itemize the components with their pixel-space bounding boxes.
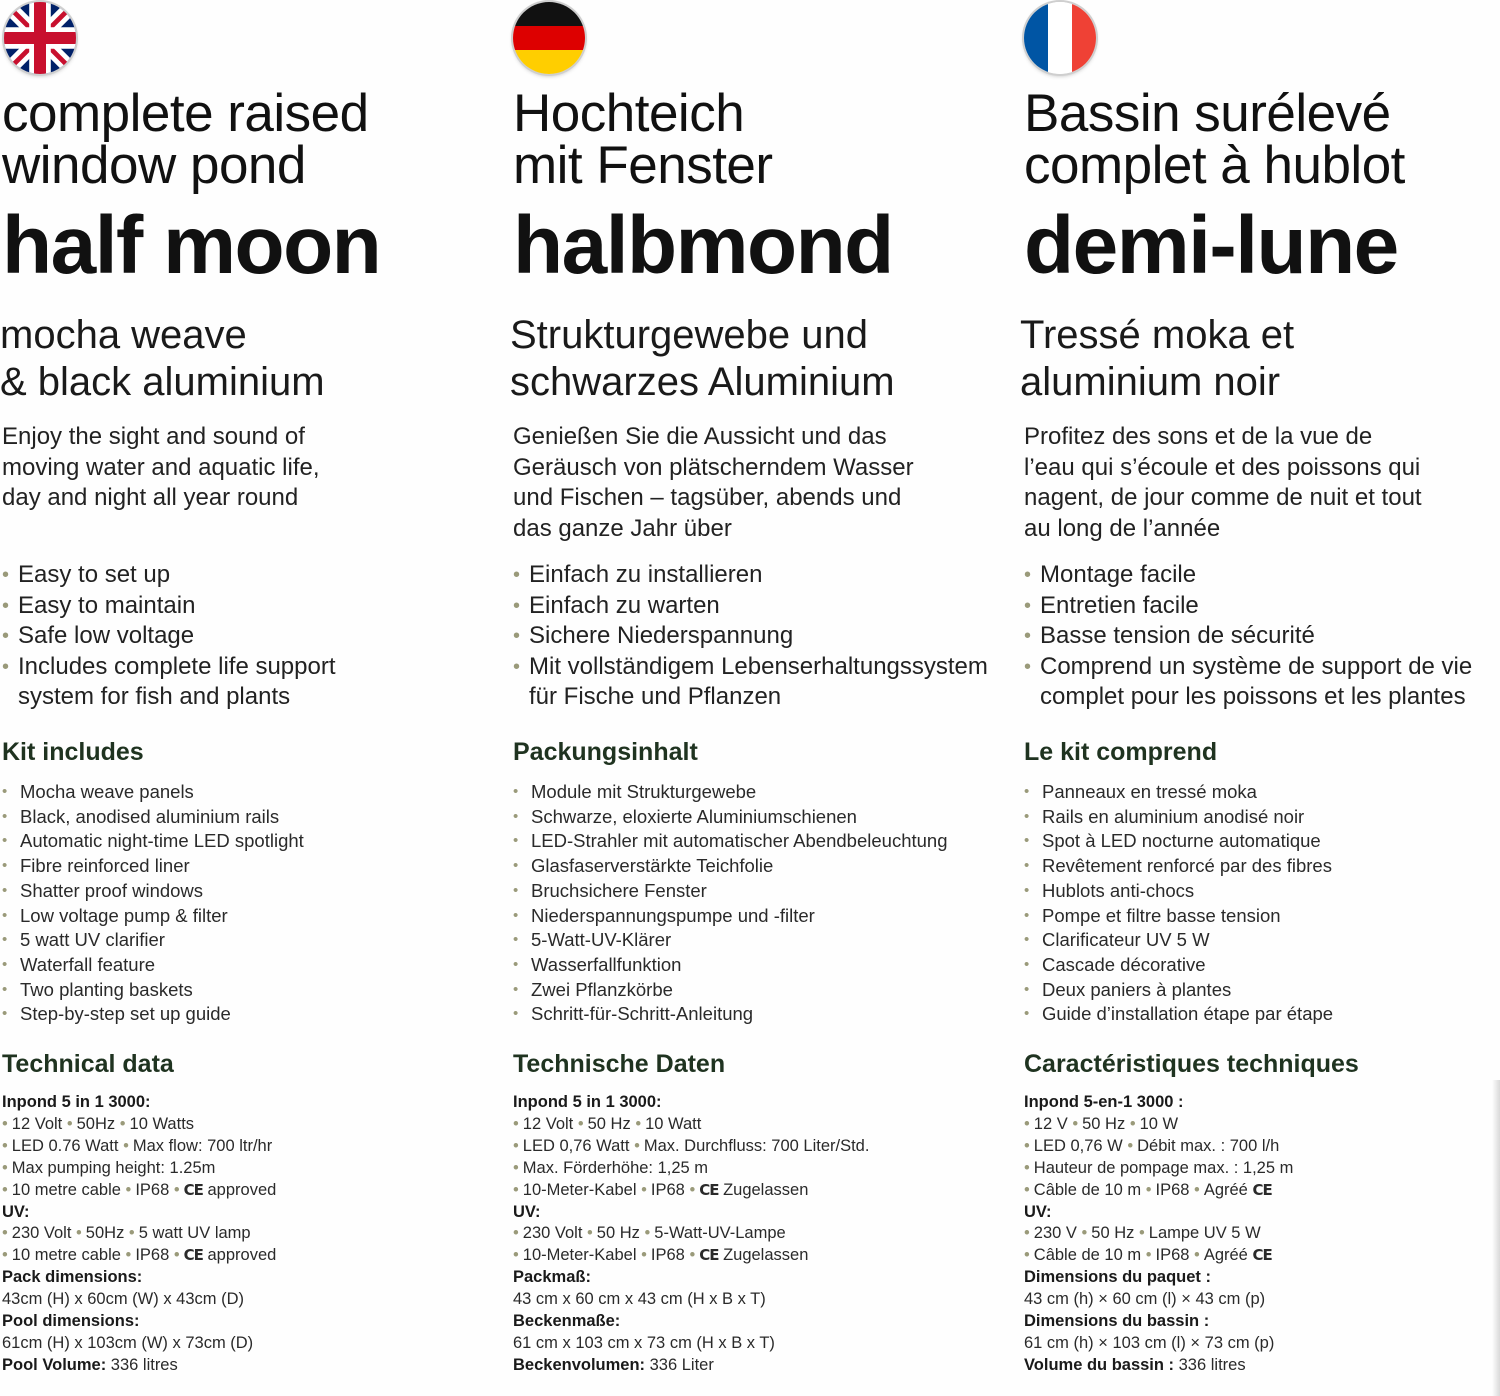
tech-spec-value: 50 Hz: [1091, 1224, 1135, 1243]
pool-volume: [1024, 1355, 1293, 1377]
tech-heading: Technische Daten: [513, 1050, 726, 1078]
tech-data: [513, 1092, 869, 1377]
bullet-icon: •: [1145, 1180, 1152, 1199]
product-subtitle-line: Strukturgewebe und: [510, 313, 869, 357]
intro-line: Genießen Sie die Aussicht und das: [513, 423, 887, 450]
ce-mark-icon: CE: [1252, 1180, 1272, 1199]
tech-spec-value: LED 0.76 Watt: [11, 1136, 119, 1155]
tech-spec-value: Câble de 10 m: [1033, 1180, 1142, 1199]
feature-item: • Einfach zu installieren: [513, 560, 988, 591]
bullet-icon: •: [125, 1246, 132, 1265]
intro-line: au long de l’année: [1024, 514, 1221, 542]
bullet-icon: •: [123, 1136, 129, 1155]
tech-spec-value: 50Hz: [85, 1224, 125, 1243]
product-subtitle-line: aluminium noir: [1020, 360, 1281, 404]
bullet-icon: •: [119, 1114, 126, 1133]
tech-spec-value: Agréé: [1203, 1180, 1248, 1199]
kit-item: • Automatic night-time LED spotlight: [2, 829, 304, 854]
feature-item: • Sichere Niederspannung: [513, 621, 988, 652]
kit-item: • Zwei Pflanzkörbe: [513, 978, 948, 1003]
intro-line: l’eau qui s’écoule et des poissons qui: [1024, 453, 1421, 481]
tech-spec-value: 10-Meter-Kabel: [522, 1180, 637, 1199]
kit-item: • 5 watt UV clarifier: [2, 928, 304, 953]
product-title: [1024, 84, 1405, 195]
kit-item: • 5-Watt-UV-Klärer: [513, 928, 948, 953]
bullet-icon: •: [2, 1224, 8, 1243]
tech-spec-row: [1024, 1245, 1293, 1267]
tech-spec-value: 10 Watt: [645, 1114, 702, 1133]
bullet-icon: •: [125, 1180, 132, 1199]
tech-label: Pool Volume:: [2, 1355, 107, 1374]
tech-label: Packmaß:: [513, 1268, 591, 1287]
intro-line: Enjoy the sight and sound of: [2, 423, 305, 450]
feature-item: • Basse tension de sécurité: [1024, 621, 1472, 652]
product-subtitle-line: Tressé moka et: [1020, 313, 1295, 357]
bullet-icon: •: [634, 1136, 640, 1155]
tech-spec-row: [2, 1245, 276, 1267]
kit-item: • Niederspannungspumpe und -filter: [513, 904, 948, 929]
kit-list: [2, 780, 304, 1027]
feature-item: • Includes complete life support: [2, 652, 336, 683]
pool-volume: [513, 1355, 869, 1377]
intro-line: und Fischen – tagsüber, abends und: [513, 484, 902, 511]
tech-spec-row: [2, 1136, 276, 1158]
product-subtitle: [510, 312, 895, 406]
pool-volume-value: 336 litres: [106, 1355, 178, 1374]
bullet-icon: •: [173, 1180, 180, 1199]
pool-dimensions: 61 cm x 103 cm x 73 cm (H x B x T): [513, 1333, 775, 1352]
tech-spec-row: [1024, 1136, 1293, 1158]
tech-spec-value: 5 watt UV lamp: [138, 1224, 251, 1243]
bullet-icon: •: [66, 1114, 73, 1133]
product-name: demi-lune: [1024, 200, 1398, 291]
tech-spec-value: IP68: [650, 1246, 685, 1265]
kit-list: [1024, 780, 1333, 1027]
germany-flag-icon: [513, 2, 585, 74]
bullet-icon: •: [1024, 1246, 1030, 1265]
bullet-icon: •: [1024, 1180, 1030, 1199]
tech-spec-value: LED 0,76 Watt: [522, 1136, 630, 1155]
bullet-icon: •: [173, 1246, 180, 1265]
kit-item: • Cascade décorative: [1024, 953, 1333, 978]
bullet-icon: •: [689, 1180, 696, 1199]
kit-item: • Spot à LED nocturne automatique: [1024, 829, 1333, 854]
bullet-icon: •: [1127, 1136, 1134, 1155]
product-title: [2, 84, 369, 195]
tech-label: UV:: [2, 1202, 30, 1221]
tech-heading: Caractéristiques techniques: [1024, 1050, 1359, 1078]
ce-mark-icon: CE: [183, 1246, 203, 1265]
tech-spec-value: Câble de 10 m: [1033, 1246, 1142, 1265]
bullet-icon: •: [513, 1246, 519, 1265]
tech-spec-value: IP68: [135, 1180, 170, 1199]
tech-spec-value: 10 metre cable: [11, 1180, 121, 1199]
kit-item: • Glasfaserverstärkte Teichfolie: [513, 854, 948, 879]
tech-spec-value: 10 W: [1139, 1114, 1179, 1133]
feature-item: complet pour les poissons et les plantes: [1040, 683, 1466, 710]
tech-spec-value: Zugelassen: [723, 1180, 809, 1199]
feature-list: [1024, 560, 1472, 713]
kit-heading: Packungsinhalt: [513, 738, 698, 766]
bullet-icon: •: [513, 1114, 519, 1133]
kit-item: • Module mit Strukturgewebe: [513, 780, 948, 805]
tech-spec-value: IP68: [650, 1180, 685, 1199]
language-column: [1020, 0, 1500, 1396]
tech-spec-row: [2, 1114, 276, 1136]
bullet-icon: •: [1024, 1224, 1030, 1243]
tech-spec-value: 10-Meter-Kabel: [522, 1246, 637, 1265]
intro-text: [1024, 422, 1422, 544]
bullet-icon: •: [2, 1136, 8, 1155]
kit-item: • Step-by-step set up guide: [2, 1002, 304, 1027]
kit-item: • Schwarze, eloxierte Aluminiumschienen: [513, 805, 948, 830]
feature-item: system for fish and plants: [18, 683, 291, 710]
tech-spec-row: [1024, 1180, 1293, 1202]
bullet-icon: •: [577, 1114, 584, 1133]
feature-item: • Easy to maintain: [2, 591, 336, 622]
tech-spec-row: [513, 1136, 869, 1158]
bullet-icon: •: [128, 1224, 135, 1243]
intro-line: Geräusch von plätscherndem Wasser: [513, 453, 914, 481]
product-title-line: window pond: [2, 136, 306, 195]
kit-item: • Mocha weave panels: [2, 780, 304, 805]
bullet-icon: •: [689, 1246, 696, 1265]
product-subtitle: [1020, 312, 1294, 406]
pack-dimensions: 43 cm (h) × 60 cm (l) × 43 cm (p): [1024, 1290, 1266, 1309]
tech-spec-value: 10 Watts: [129, 1114, 195, 1133]
intro-line: Profitez des sons et de la vue de: [1024, 423, 1373, 450]
kit-item: • Shatter proof windows: [2, 879, 304, 904]
pool-volume-value: 336 Liter: [645, 1355, 714, 1374]
ce-mark-icon: CE: [183, 1180, 203, 1199]
tech-spec-value: 230 Volt: [11, 1224, 72, 1243]
kit-item: • LED-Strahler mit automatischer Abendbeleuchtung: [513, 829, 948, 854]
bullet-icon: •: [76, 1224, 82, 1243]
tech-heading: Technical data: [2, 1050, 174, 1078]
kit-item: • Pompe et filtre basse tension: [1024, 904, 1333, 929]
tech-spec-value: approved: [207, 1180, 277, 1199]
kit-item: • Two planting baskets: [2, 978, 304, 1003]
kit-item: • Schritt-für-Schritt-Anleitung: [513, 1002, 948, 1027]
tech-label: Inpond 5-en-1 3000 :: [1024, 1093, 1184, 1111]
tech-data: [2, 1092, 276, 1377]
bullet-icon: •: [644, 1224, 651, 1243]
tech-spec-row: [2, 1223, 276, 1245]
feature-list: [2, 560, 336, 713]
tech-spec-row: [1024, 1114, 1293, 1136]
feature-item: • Easy to set up: [2, 560, 336, 591]
bullet-icon: •: [513, 1180, 519, 1199]
tech-label: Pool dimensions:: [2, 1312, 140, 1331]
tech-spec-value: Débit max. : 700 l/h: [1137, 1136, 1280, 1155]
pool-volume-value: 336 litres: [1174, 1355, 1246, 1374]
tech-spec-row: [513, 1245, 869, 1267]
intro-line: nagent, de jour comme de nuit et tout: [1024, 484, 1422, 511]
kit-item: • Low voltage pump & filter: [2, 904, 304, 929]
tech-label: UV:: [1024, 1202, 1052, 1221]
tech-label: Pack dimensions:: [2, 1268, 143, 1287]
intro-line: das ganze Jahr über: [513, 514, 732, 542]
feature-item: • Entretien facile: [1024, 591, 1472, 622]
tech-data: [1024, 1092, 1293, 1377]
ce-mark-icon: CE: [699, 1180, 719, 1199]
intro-line: day and night all year round: [2, 484, 299, 511]
bullet-icon: •: [1194, 1180, 1200, 1199]
bullet-icon: •: [1145, 1246, 1152, 1265]
tech-spec-value: IP68: [135, 1246, 170, 1265]
kit-item: • Rails en aluminium anodisé noir: [1024, 805, 1333, 830]
tech-spec-value: LED 0,76 W: [1033, 1136, 1123, 1155]
pack-dimensions: 43 cm x 60 cm x 43 cm (H x B x T): [513, 1290, 766, 1309]
kit-item: • Panneaux en tressé moka: [1024, 780, 1333, 805]
tech-spec-row: [513, 1223, 869, 1245]
tech-spec-value: Max flow: 700 ltr/hr: [132, 1136, 273, 1155]
bullet-icon: •: [2, 1180, 8, 1199]
bullet-icon: •: [587, 1224, 593, 1243]
tech-spec-value: Hauteur de pompage max. : 1,25 m: [1033, 1158, 1294, 1177]
feature-item: • Mit vollständigem Lebenserhaltungssystem: [513, 652, 988, 683]
tech-spec-row: [513, 1158, 869, 1180]
product-subtitle-line: schwarzes Aluminium: [510, 360, 895, 404]
bullet-icon: •: [2, 1114, 8, 1133]
pool-volume: [2, 1355, 276, 1377]
tech-label: Inpond 5 in 1 3000:: [513, 1093, 662, 1111]
uk-flag-icon: [4, 2, 76, 74]
kit-item: • Black, anodised aluminium rails: [2, 805, 304, 830]
product-title-line: complete raised: [2, 84, 369, 143]
intro-line: moving water and aquatic life,: [2, 453, 320, 481]
bullet-icon: •: [641, 1246, 647, 1265]
tech-spec-value: Max. Förderhöhe: 1,25 m: [522, 1158, 709, 1177]
kit-item: • Fibre reinforced liner: [2, 854, 304, 879]
france-flag-icon: [1024, 2, 1096, 74]
product-title-line: complet à hublot: [1024, 136, 1405, 195]
tech-spec-row: [2, 1158, 276, 1180]
language-column: [510, 0, 1013, 1396]
tech-spec-value: Max. Durchfluss: 700 Liter/Std.: [643, 1136, 870, 1155]
tech-spec-row: [1024, 1223, 1293, 1245]
feature-item: • Einfach zu warten: [513, 591, 988, 622]
tech-spec-value: 50 Hz: [596, 1224, 640, 1243]
tech-label: Beckenvolumen:: [513, 1355, 646, 1374]
bullet-icon: •: [2, 1246, 8, 1265]
feature-item: für Fische und Pflanzen: [529, 683, 782, 710]
tech-spec-value: 50 Hz: [1082, 1114, 1126, 1133]
tech-spec-row: [2, 1180, 276, 1202]
product-subtitle-line: & black aluminium: [0, 360, 325, 404]
product-subtitle-line: mocha weave: [0, 313, 247, 357]
tech-spec-value: 5-Watt-UV-Lampe: [654, 1224, 786, 1243]
pool-dimensions: 61cm (H) x 103cm (W) x 73cm (D): [2, 1333, 254, 1352]
tech-label: UV:: [513, 1202, 541, 1221]
bullet-icon: •: [1194, 1246, 1200, 1265]
tech-spec-value: Lampe UV 5 W: [1148, 1224, 1261, 1243]
tech-spec-value: IP68: [1155, 1180, 1190, 1199]
bullet-icon: •: [2, 1158, 8, 1177]
tech-spec-value: 12 Volt: [11, 1114, 63, 1133]
feature-list: [513, 560, 988, 713]
kit-item: • Hublots anti-chocs: [1024, 879, 1333, 904]
ce-mark-icon: CE: [699, 1246, 719, 1265]
bullet-icon: •: [513, 1158, 519, 1177]
bullet-icon: •: [635, 1114, 642, 1133]
tech-spec-value: 12 Volt: [522, 1114, 574, 1133]
tech-spec-value: Agréé: [1203, 1246, 1248, 1265]
kit-item: • Guide d’installation étape par étape: [1024, 1002, 1333, 1027]
tech-label: Volume du bassin :: [1024, 1355, 1175, 1374]
tech-spec-value: Max pumping height: 1.25m: [11, 1158, 216, 1177]
tech-spec-value: 50Hz: [76, 1114, 116, 1133]
kit-item: • Deux paniers à plantes: [1024, 978, 1333, 1003]
tech-label: Dimensions du paquet :: [1024, 1268, 1212, 1287]
tech-spec-value: approved: [207, 1246, 277, 1265]
product-title-line: mit Fenster: [513, 136, 773, 195]
intro-text: [2, 422, 320, 514]
bullet-icon: •: [513, 1224, 519, 1243]
product-subtitle: [0, 312, 325, 406]
tech-spec-row: [513, 1114, 869, 1136]
tech-label: Inpond 5 in 1 3000:: [2, 1093, 151, 1111]
feature-item: • Safe low voltage: [2, 621, 336, 652]
page-edge-shadow: [1492, 1080, 1500, 1396]
feature-item: • Montage facile: [1024, 560, 1472, 591]
feature-item: • Comprend un système de support de vie: [1024, 652, 1472, 683]
tech-spec-row: [1024, 1158, 1293, 1180]
pool-dimensions: 61 cm (h) × 103 cm (l) × 73 cm (p): [1024, 1333, 1275, 1352]
bullet-icon: •: [1024, 1114, 1030, 1133]
product-name: half moon: [2, 200, 381, 291]
bullet-icon: •: [641, 1180, 647, 1199]
kit-list: [513, 780, 948, 1027]
product-title-line: Hochteich: [513, 84, 745, 143]
product-title-line: Bassin surélevé: [1024, 84, 1391, 143]
product-name: halbmond: [513, 200, 893, 291]
bullet-icon: •: [1024, 1136, 1030, 1155]
tech-spec-value: 50 Hz: [587, 1114, 631, 1133]
tech-spec-value: 230 Volt: [522, 1224, 583, 1243]
intro-text: [513, 422, 914, 544]
bullet-icon: •: [1024, 1158, 1030, 1177]
tech-spec-value: 12 V: [1033, 1114, 1068, 1133]
kit-item: • Waterfall feature: [2, 953, 304, 978]
tech-spec-row: [513, 1180, 869, 1202]
tech-label: Dimensions du bassin :: [1024, 1312, 1210, 1331]
kit-item: • Bruchsichere Fenster: [513, 879, 948, 904]
kit-heading: Kit includes: [2, 738, 144, 766]
bullet-icon: •: [1081, 1224, 1088, 1243]
tech-spec-value: 230 V: [1033, 1224, 1077, 1243]
product-title: [513, 84, 773, 195]
kit-item: • Clarificateur UV 5 W: [1024, 928, 1333, 953]
bullet-icon: •: [1072, 1114, 1079, 1133]
kit-item: • Revêtement renforcé par des fibres: [1024, 854, 1333, 879]
tech-spec-value: Zugelassen: [723, 1246, 809, 1265]
kit-item: • Wasserfallfunktion: [513, 953, 948, 978]
bullet-icon: •: [1138, 1224, 1145, 1243]
tech-label: Beckenmaße:: [513, 1312, 621, 1331]
ce-mark-icon: CE: [1252, 1246, 1272, 1265]
tech-spec-value: IP68: [1155, 1246, 1190, 1265]
pack-dimensions: 43cm (H) x 60cm (W) x 43cm (D): [2, 1290, 245, 1309]
bullet-icon: •: [513, 1136, 519, 1155]
tech-spec-value: 10 metre cable: [11, 1246, 121, 1265]
kit-heading: Le kit comprend: [1024, 738, 1218, 766]
bullet-icon: •: [1129, 1114, 1136, 1133]
language-column: [2, 0, 502, 1396]
